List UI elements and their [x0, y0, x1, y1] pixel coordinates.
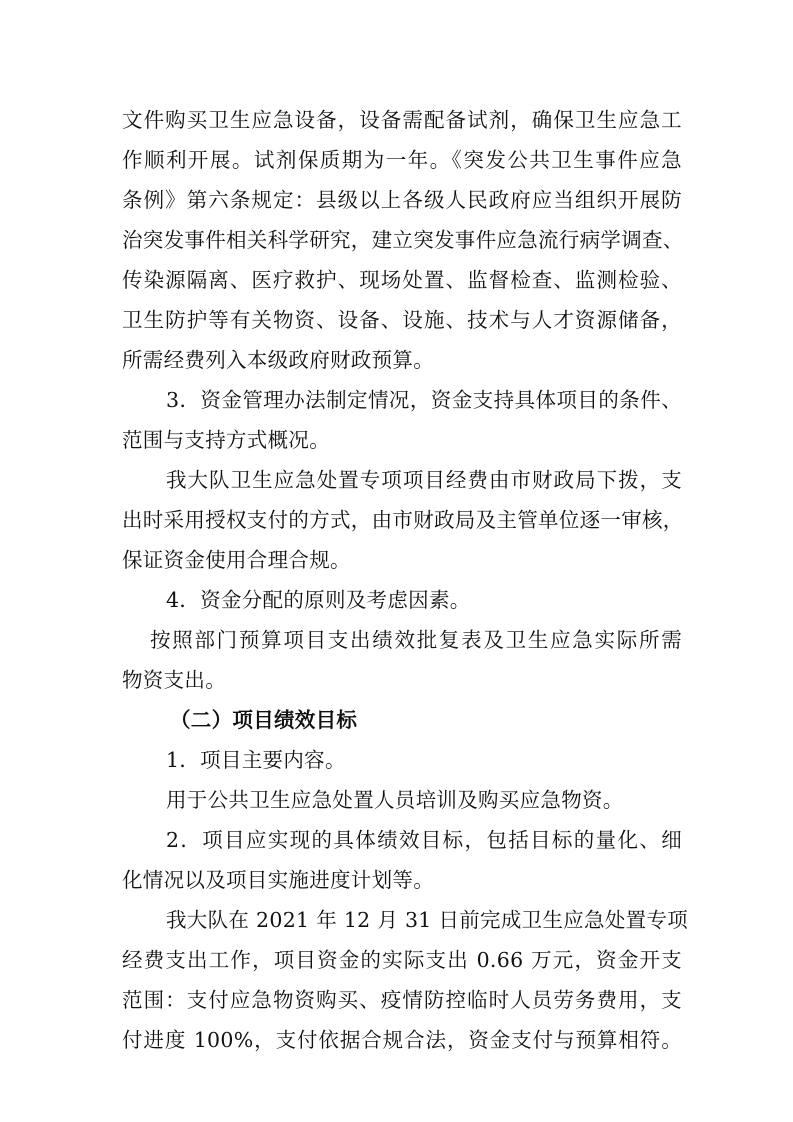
paragraph-line: 范围：支付应急物资购买、疫情防控临时人员劳务费用，支 [122, 988, 682, 1012]
paragraph-line: 传染源隔离、医疗救护、现场处置、监督检查、监测检验、 [122, 268, 682, 292]
paragraph-line: 治突发事件相关科学研究，建立突发事件应急流行病学调查、 [122, 228, 684, 252]
paragraph-line: 付进度 100%，支付依据合规合法，资金支付与预算相符。 [122, 1028, 682, 1052]
section-heading: （二）项目绩效目标 [170, 708, 358, 732]
paragraph-line: 保证资金使用合理合规。 [122, 548, 351, 572]
paragraph-line: 出时采用授权支付的方式，由市财政局及主管单位逐一审核， [122, 508, 684, 532]
paragraph-line: 范围与支持方式概况。 [122, 428, 330, 452]
paragraph-line: 用于公共卫生应急处置人员培训及购买应急物资。 [166, 788, 624, 812]
paragraph-line: 我大队在 2021 年 12 月 31 日前完成卫生应急处置专项 [166, 908, 689, 932]
paragraph-line: 作顺利开展。试剂保质期为一年。《突发公共卫生事件应急 [122, 148, 682, 172]
paragraph-line: 所需经费列入本级政府财政预算。 [122, 348, 434, 372]
paragraph-line: 物资支出。 [122, 668, 226, 692]
paragraph-line: 2．项目应实现的具体绩效目标，包括目标的量化、细 [166, 828, 682, 852]
paragraph-line: 卫生防护等有关物资、设备、设施、技术与人才资源储备， [122, 308, 682, 332]
paragraph-line: 化情况以及项目实施进度计划等。 [122, 868, 434, 892]
paragraph-line: 1．项目主要内容。 [166, 748, 346, 772]
paragraph-line: 按照部门预算项目支出绩效批复表及卫生应急实际所需 [150, 628, 682, 652]
paragraph-line: 3．资金管理办法制定情况，资金支持具体项目的条件、 [166, 388, 682, 412]
paragraph-line: 经费支出工作，项目资金的实际支出 0.66 万元，资金开支 [122, 948, 682, 972]
paragraph-line: 4．资金分配的原则及考虑因素。 [166, 588, 471, 612]
paragraph-line: 文件购买卫生应急设备，设备需配备试剂，确保卫生应急工 [122, 108, 682, 132]
paragraph-line: 我大队卫生应急处置专项项目经费由市财政局下拨，支 [166, 468, 682, 492]
paragraph-line: 条例》第六条规定：县级以上各级人民政府应当组织开展防 [122, 188, 682, 212]
